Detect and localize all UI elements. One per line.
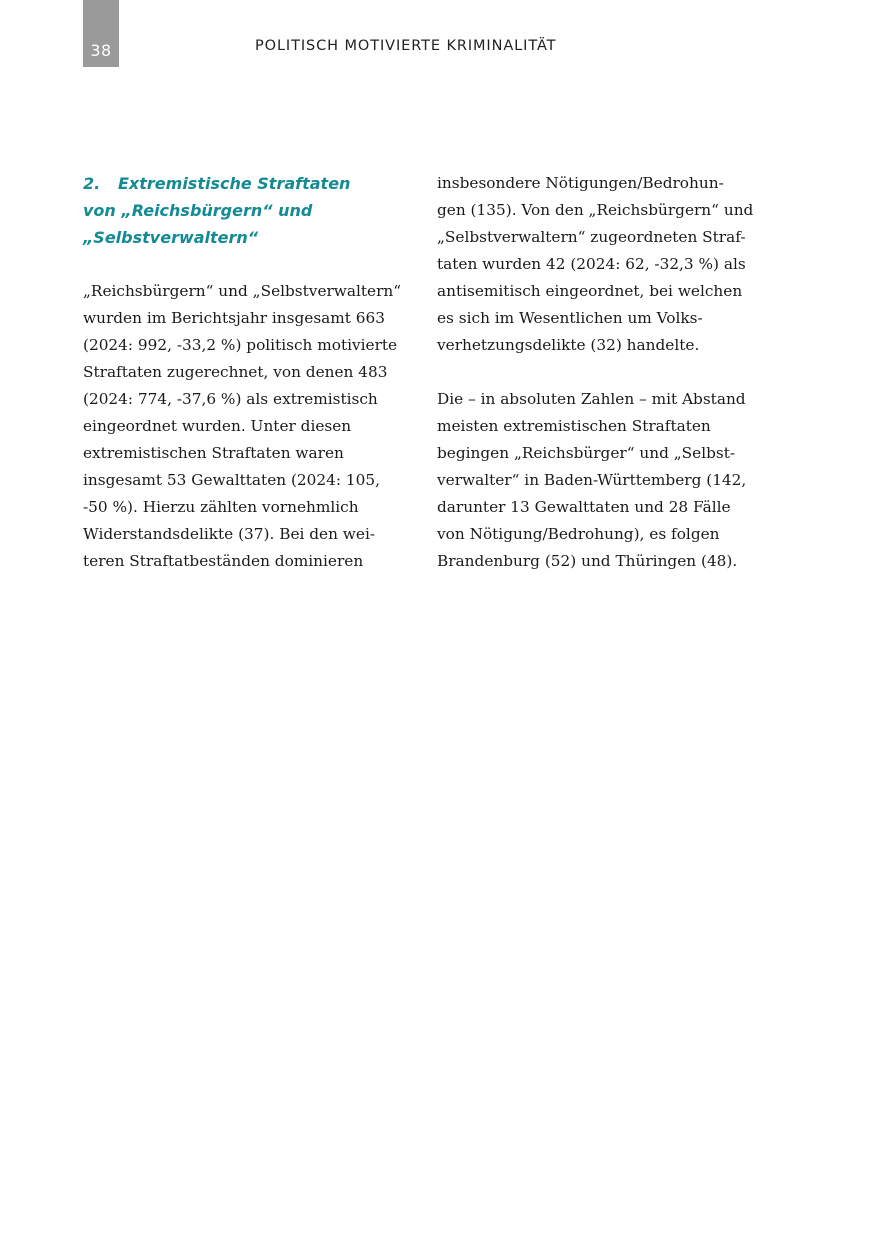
text-line: darunter 13 Gewalttaten und 28 Fälle [437,498,731,516]
right-paragraph-2 [437,386,762,575]
text-line: begingen „Reichsbürger“ und „Selbst- [437,444,736,462]
text-line: gen (135). Von den „Reichsbürgern“ und [437,201,754,219]
section-heading [83,170,408,251]
text-line: eingeordnet wurden. Unter diesen [83,417,352,435]
text-line: (2024: 992, -33,2 %) politisch motivierte [83,336,398,354]
text-line: extremistischen Straftaten waren [83,444,344,462]
text-line: Straftaten zugerechnet, von denen 483 [83,363,388,381]
left-paragraph [83,278,408,575]
text-line: insbesondere Nötigungen/Bedrohun- [437,174,724,192]
right-paragraph-1 [437,170,762,359]
text-line: meisten extremistischen Straftaten [437,417,711,435]
text-line: Die – in absoluten Zahlen – mit Abstand [437,390,746,408]
text-line: insgesamt 53 Gewalttaten (2024: 105, [83,471,380,489]
text-line: verhetzungsdelikte (32) handelte. [437,336,700,354]
section-heading-line: von „Reichsbürgern“ und [83,201,313,220]
text-line: verwalter“ in Baden-Württemberg (142, [437,471,747,489]
section-number: 2. [83,174,101,193]
text-line: antisemitisch eingeordnet, bei welchen [437,282,743,300]
text-line: teren Straftatbeständen dominieren [83,552,364,570]
section-heading-line: „Selbstverwaltern“ [83,228,259,247]
running-header: POLITISCH MOTIVIERTE KRIMINALITÄT [255,38,557,54]
paragraph-gap [437,359,762,386]
text-line: Widerstandsdelikte (37). Bei den wei- [83,525,376,543]
text-line: -50 %). Hierzu zählten vornehmlich [83,498,359,516]
left-column [83,170,408,575]
section-heading-line [83,170,408,197]
text-line: von Nötigung/Bedrohung), es folgen [437,525,720,543]
section-heading-text: Extremistische Straftaten [118,174,351,193]
text-line: „Selbstverwaltern“ zugeordneten Straf- [437,228,746,246]
text-line: Brandenburg (52) und Thüringen (48). [437,552,738,570]
text-line: taten wurden 42 (2024: 62, -32,3 %) als [437,255,746,273]
text-line: es sich im Wesentlichen um Volks- [437,309,703,327]
text-line: (2024: 774, -37,6 %) als extremistisch [83,390,378,408]
text-line: wurden im Berichtsjahr insgesamt 663 [83,309,386,327]
right-column [437,170,762,575]
page-number: 38 [90,41,112,60]
text-line: „Reichsbürgern“ und „Selbstverwaltern“ [83,282,402,300]
page-number-tab [83,0,119,67]
